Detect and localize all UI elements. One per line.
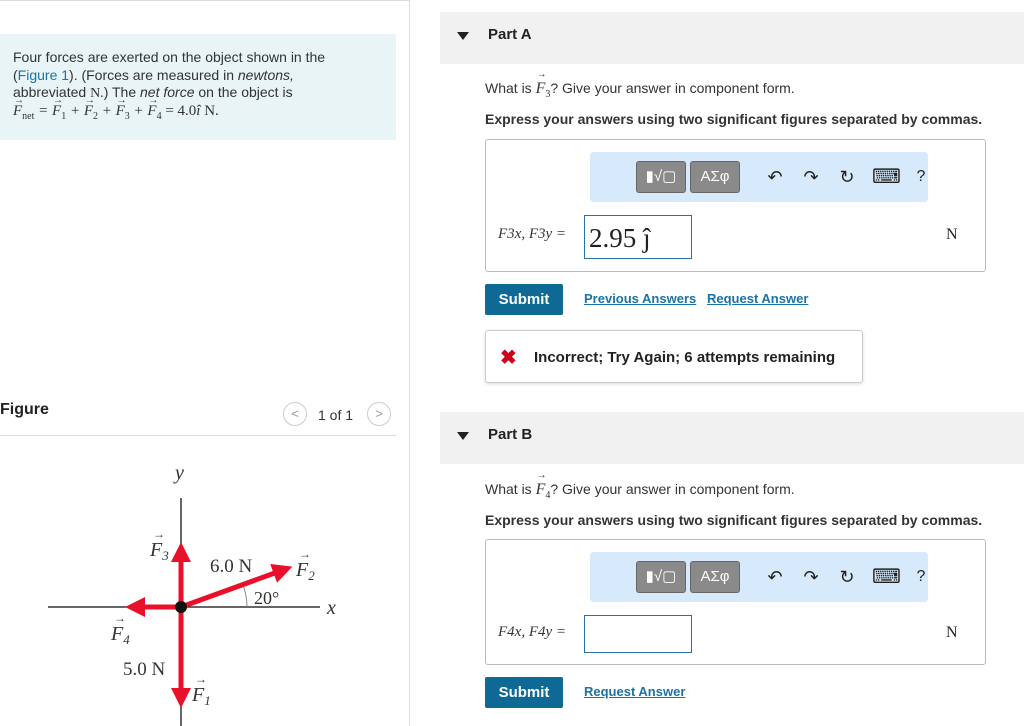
templates-icon: ▮√▢ bbox=[645, 168, 677, 185]
part-b-instruction: Express your answers using two significant figures separated by commas. bbox=[485, 512, 983, 528]
f1-vector-mark: → bbox=[195, 672, 207, 686]
part-a-submit-button[interactable]: Submit bbox=[485, 284, 563, 315]
part-b-header[interactable] bbox=[440, 412, 1024, 464]
part-b-question bbox=[485, 481, 795, 501]
part-b-answer-input[interactable] bbox=[584, 615, 692, 653]
part-b-question-var: → $F_4$ bbox=[536, 481, 551, 498]
left-divider bbox=[0, 0, 410, 6]
reset-icon[interactable]: ↻ bbox=[839, 567, 855, 587]
newtons-text: newtons, bbox=[237, 66, 294, 83]
incorrect-icon: ✖ bbox=[500, 347, 517, 369]
part-b-answer-label: F4x, F4y = bbox=[498, 624, 567, 640]
previous-answers-link[interactable]: Previous Answers bbox=[584, 291, 697, 306]
part-a-question-pre: What is bbox=[485, 80, 532, 96]
angle-label: 20° bbox=[254, 588, 280, 608]
unit-n-text: N. bbox=[90, 86, 104, 101]
force-diagram bbox=[0, 450, 396, 726]
part-a-question-post: ? Give your answer in component form. bbox=[550, 80, 795, 96]
part-a-feedback bbox=[485, 330, 863, 383]
problem-text-line2: ). (Forces are measured in bbox=[69, 66, 234, 83]
f3-label: $F_3$ bbox=[150, 539, 169, 563]
prev-figure-button[interactable]: < bbox=[283, 402, 307, 426]
part-b-question-post: ? Give your answer in component form. bbox=[550, 481, 795, 497]
f4-vector-mark: → bbox=[114, 611, 126, 625]
collapse-part-a-icon[interactable] bbox=[457, 32, 469, 40]
redo-icon[interactable]: ↷ bbox=[803, 167, 819, 187]
problem-text-abbrev: abbreviated bbox=[13, 84, 87, 100]
templates-icon: ▮√▢ bbox=[645, 568, 677, 585]
part-a-answer-box bbox=[485, 139, 986, 272]
part-a-header[interactable] bbox=[440, 12, 1024, 64]
help-icon[interactable]: ? bbox=[916, 568, 926, 585]
undo-icon[interactable]: ↶ bbox=[767, 567, 783, 587]
reset-icon[interactable]: ↻ bbox=[839, 167, 855, 187]
undo-icon[interactable]: ↶ bbox=[767, 167, 783, 187]
f2-vector-mark: → bbox=[299, 547, 311, 561]
f2-label: $F_2$ bbox=[296, 559, 315, 583]
f1-magnitude: 5.0 N bbox=[123, 659, 166, 680]
next-figure-button[interactable]: > bbox=[367, 402, 391, 426]
part-a-title: Part A bbox=[488, 26, 532, 43]
keyboard-icon[interactable]: ⌨ bbox=[872, 166, 901, 188]
f3-vector-mark: → bbox=[153, 527, 165, 541]
problem-text-object: on the object is bbox=[198, 84, 293, 100]
templates-button-b[interactable] bbox=[636, 561, 686, 593]
f2-magnitude: 6.0 N bbox=[210, 556, 253, 577]
problem-statement bbox=[0, 34, 396, 140]
part-a-math-toolbar bbox=[590, 152, 928, 202]
part-b-submit-button[interactable]: Submit bbox=[485, 677, 563, 708]
x-axis-label: x bbox=[327, 597, 336, 619]
part-a-answer-label: F3x, F3y = bbox=[498, 226, 567, 242]
part-a-request-answer-link[interactable]: Request Answer bbox=[707, 291, 809, 306]
part-a-question-var: → $F_3$ bbox=[536, 80, 551, 97]
figure-title: Figure bbox=[0, 401, 49, 418]
collapse-part-b-icon[interactable] bbox=[457, 432, 469, 440]
redo-icon[interactable]: ↷ bbox=[803, 567, 819, 587]
greek-symbols-button-b[interactable]: ΑΣφ bbox=[690, 561, 740, 593]
left-panel bbox=[0, 0, 410, 726]
feedback-message: Incorrect; Try Again; 6 attempts remaining bbox=[534, 349, 836, 366]
part-b-title: Part B bbox=[488, 426, 533, 443]
problem-text-line1: Four forces are exerted on the object shown in the bbox=[13, 49, 326, 65]
part-b-answer-box bbox=[485, 539, 986, 665]
figure-header bbox=[0, 398, 396, 436]
part-a-instruction: Express your answers using two significant figures separated by commas. bbox=[485, 111, 983, 127]
part-b-question-pre: What is bbox=[485, 481, 532, 497]
templates-button[interactable] bbox=[636, 161, 686, 193]
help-icon[interactable]: ? bbox=[916, 168, 926, 185]
f1-label: $F_1$ bbox=[192, 684, 211, 708]
part-b-unit: N bbox=[946, 624, 958, 641]
figure-link[interactable]: Figure 1 bbox=[17, 66, 70, 83]
y-axis-label: y bbox=[175, 462, 184, 484]
part-b-request-answer-link[interactable]: Request Answer bbox=[584, 684, 686, 699]
object-point bbox=[175, 601, 187, 613]
problem-text-the: ) The bbox=[103, 84, 137, 100]
part-a-answer-value: 2.95 ĵ bbox=[589, 223, 651, 253]
net-force-equation: → $F_{net}$ = → $F_1$ + → $F_2$ + → $F_3$ + → $F_4$ = 4.0î N. bbox=[13, 103, 384, 126]
right-panel bbox=[440, 0, 1024, 726]
part-a-question bbox=[485, 80, 795, 100]
part-a-answer-input[interactable] bbox=[584, 215, 692, 259]
greek-symbols-button[interactable]: ΑΣφ bbox=[690, 161, 740, 193]
f4-label: $F_4$ bbox=[111, 623, 130, 647]
keyboard-icon[interactable]: ⌨ bbox=[872, 566, 901, 588]
figure-pager: 1 of 1 bbox=[318, 407, 354, 423]
angle-arc bbox=[243, 585, 247, 607]
part-a-unit: N bbox=[946, 226, 958, 243]
problem-text-paren: ( bbox=[13, 66, 18, 83]
net-force-text: net force bbox=[140, 84, 195, 100]
part-b-math-toolbar bbox=[590, 552, 928, 602]
